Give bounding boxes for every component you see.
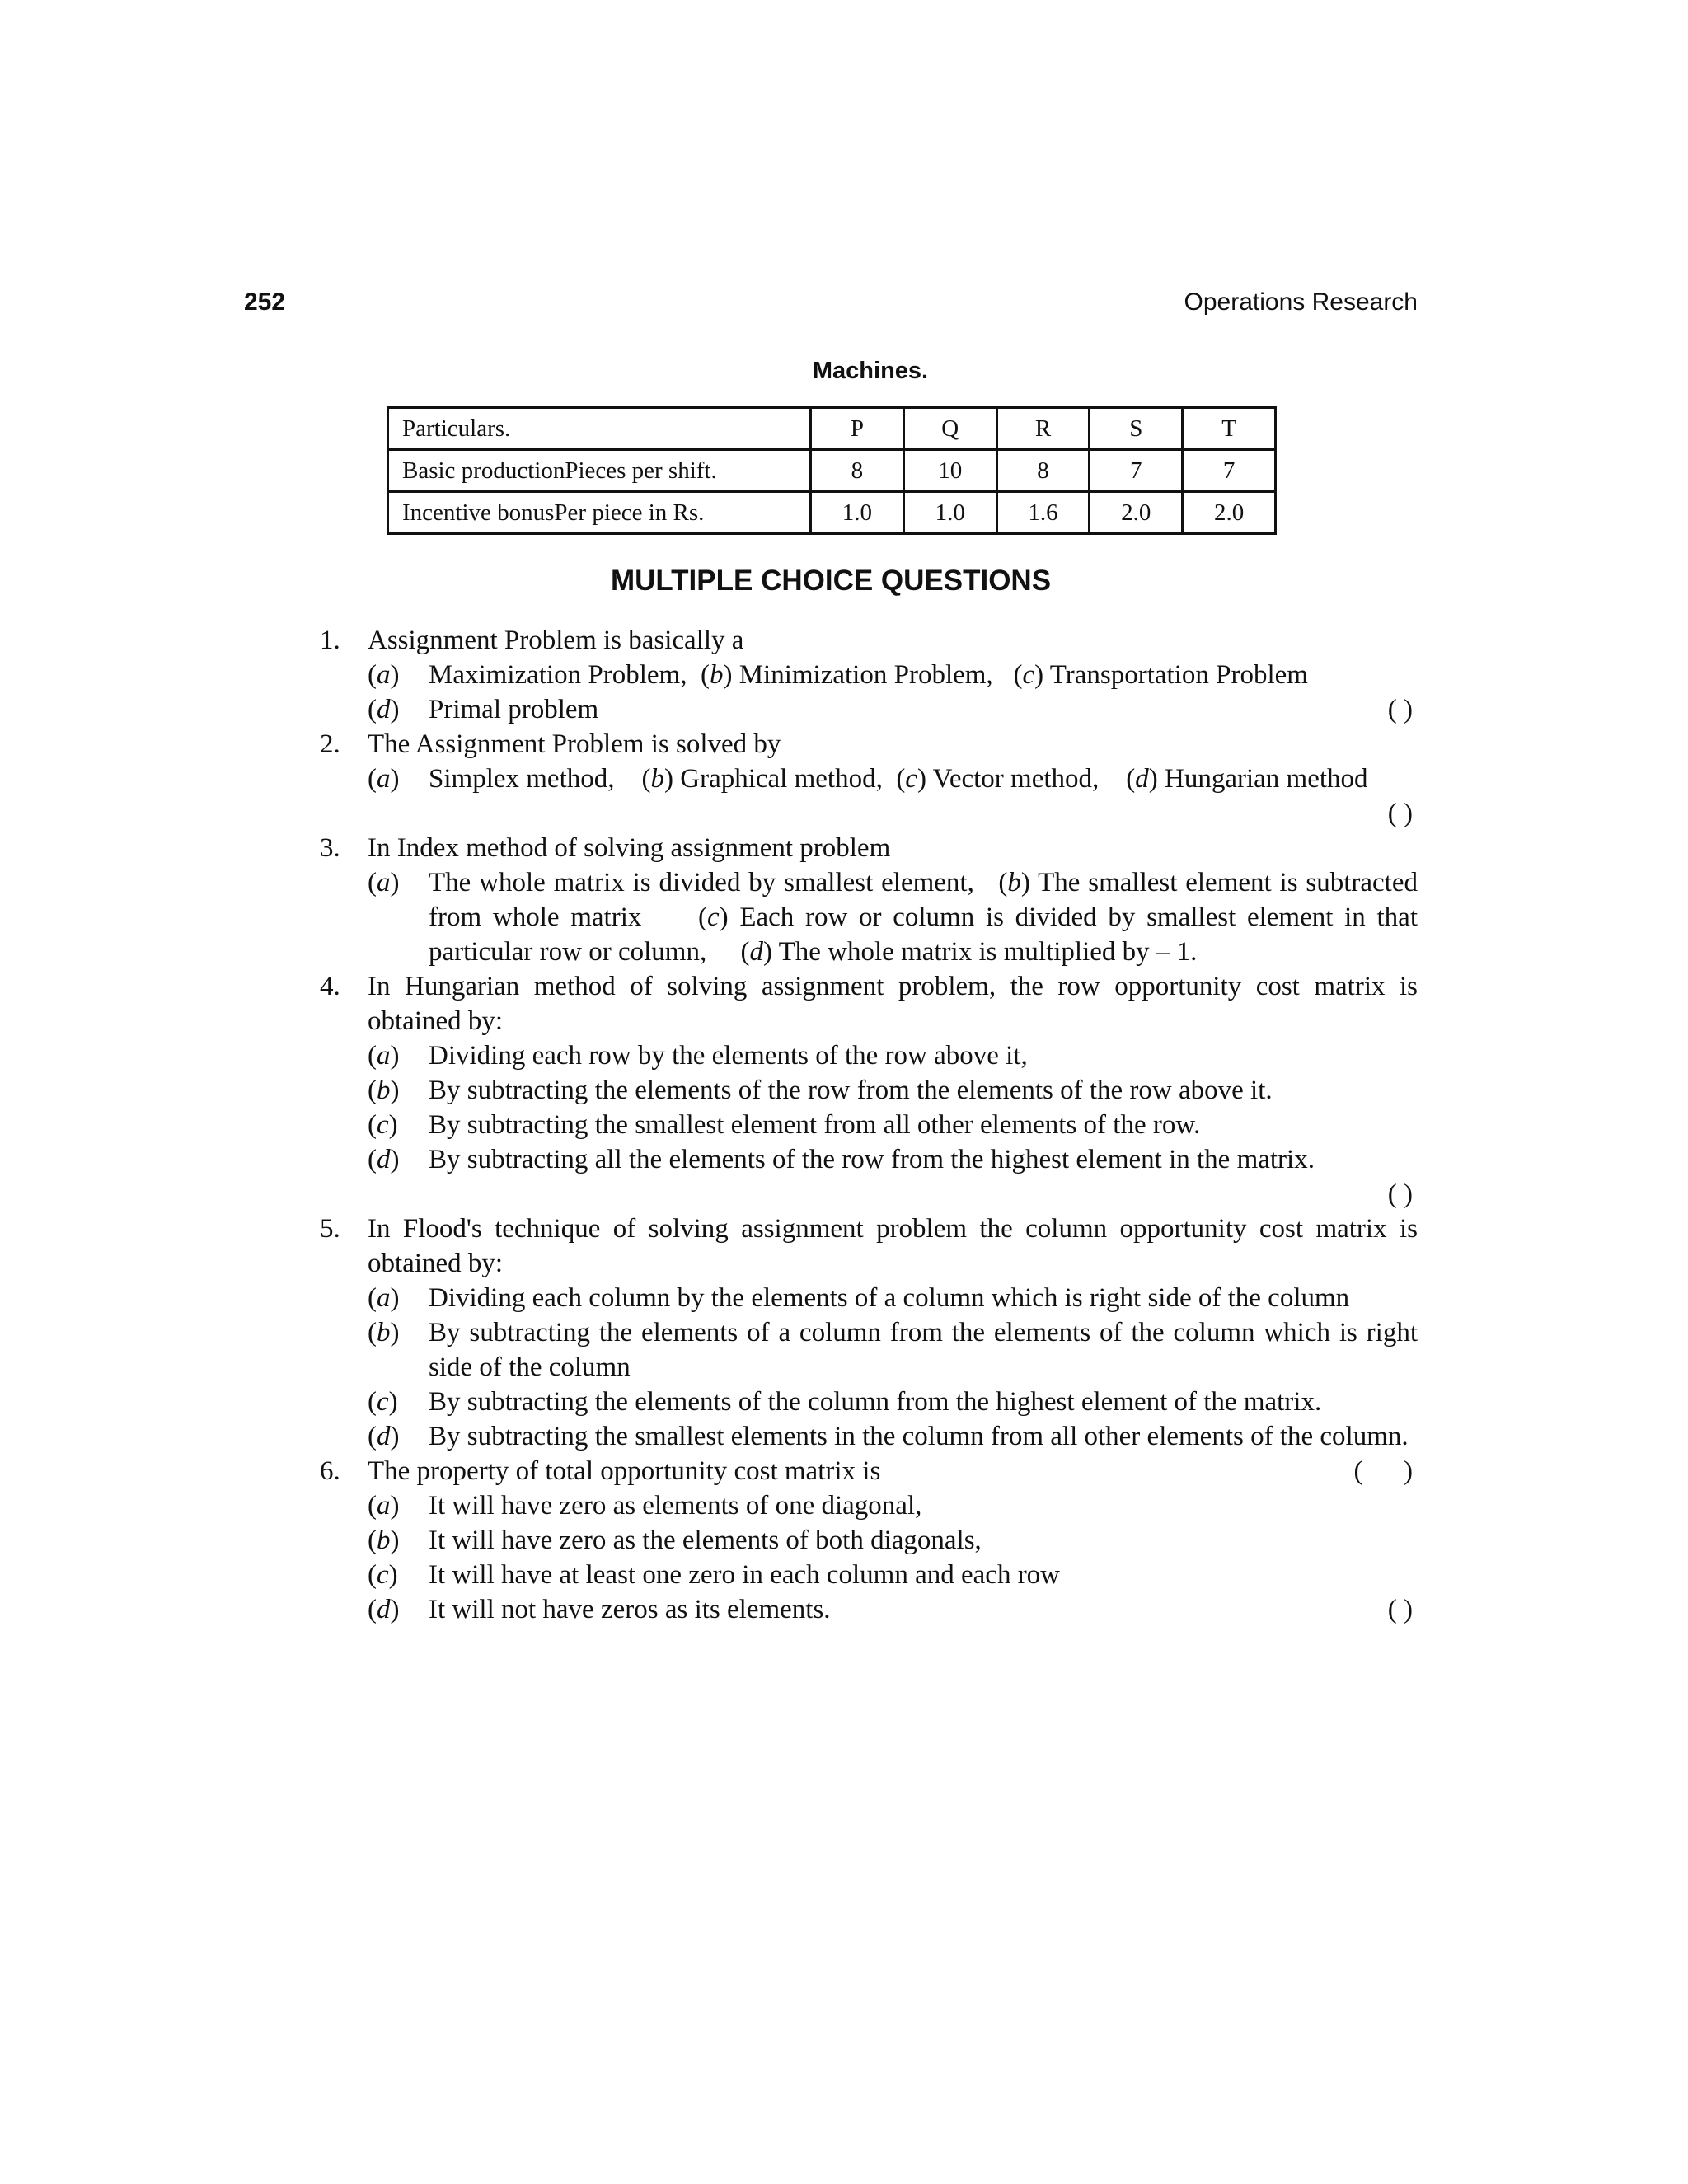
- option-a: Simplex method,: [429, 764, 615, 794]
- option-label: c: [377, 1387, 389, 1417]
- option-c: It will have at least one zero in each column and each row: [429, 1560, 1061, 1590]
- option-label: b: [709, 660, 724, 690]
- table-row: [388, 450, 1276, 492]
- table-cell: 8: [996, 450, 1090, 492]
- option-line: (d) It will not have zeros as its elements. ( ): [313, 1592, 1418, 1627]
- question-number: 4.: [320, 972, 340, 1001]
- option-label: b: [377, 1076, 391, 1105]
- question-5: [313, 1212, 1418, 1281]
- table-caption: Machines.: [812, 358, 929, 384]
- table-cell: Basic productionPieces per shift.: [388, 450, 811, 492]
- option-label: c: [706, 902, 720, 932]
- option-line: (a) Maximization Problem, (b) Minimization Problem, (c) Transportation Problem: [368, 660, 1308, 690]
- option-a: Dividing each column by the elements of a column which is right side of the column: [429, 1283, 1350, 1313]
- option-d: By subtracting all the elements of the row from the highest element in the matrix.: [429, 1145, 1315, 1174]
- option-label: d: [377, 695, 391, 724]
- table-cell: 7: [1090, 450, 1183, 492]
- option-c: By subtracting the elements of the column from the highest element of the matrix.: [429, 1387, 1322, 1417]
- option-b: By subtracting the elements of a column from the elements of the column which is right side of the column: [429, 1318, 1418, 1382]
- option-label: c: [905, 764, 917, 794]
- option-label: c: [377, 1560, 389, 1590]
- option-label: a: [377, 1283, 391, 1313]
- option-b: Minimization Problem,: [738, 660, 993, 690]
- option-label: b: [650, 764, 664, 794]
- table-cell: 2.0: [1183, 492, 1276, 534]
- option-line: (c) It will have at least one zero in each column and each row: [368, 1560, 1061, 1590]
- question-text: In Flood's technique of solving assignment problem the column opportunity cost matrix is obtained by:: [368, 1214, 1418, 1278]
- option-label: a: [377, 764, 391, 794]
- option-line: (a) Dividing each row by the elements of the row above it,: [368, 1041, 1028, 1071]
- table-cell: T: [1183, 408, 1276, 450]
- option-label: d: [377, 1422, 391, 1451]
- table-cell: 1.6: [996, 492, 1090, 534]
- question-text: In Index method of solving assignment problem: [368, 833, 891, 863]
- table-row: [388, 492, 1276, 534]
- option-c: Each row or column is divided by smallest element in that particular row or column,: [429, 902, 1418, 967]
- page-number: 252: [244, 288, 286, 316]
- option-d: By subtracting the smallest elements in the column from all other elements of the column.: [429, 1422, 1409, 1451]
- option-label: c: [1022, 660, 1035, 690]
- running-head: Operations Research: [1184, 288, 1418, 316]
- option-d: Primal problem: [429, 695, 599, 724]
- option-label: d: [377, 1145, 391, 1174]
- question-3: [313, 831, 1418, 865]
- option-label: b: [377, 1526, 391, 1555]
- table-cell: 8: [811, 450, 904, 492]
- option-b: Graphical method,: [680, 764, 883, 794]
- machines-table: [387, 406, 1277, 535]
- option-b: By subtracting the elements of the row from the elements of the row above it.: [429, 1076, 1273, 1105]
- table-cell: 7: [1183, 450, 1276, 492]
- option-label: d: [749, 937, 763, 967]
- question-list: [313, 623, 1418, 1627]
- section-title: MULTIPLE CHOICE QUESTIONS: [610, 565, 1052, 597]
- option-label: a: [377, 1041, 391, 1071]
- option-line: (d) By subtracting the smallest elements in the column from all other elements of the column. ( ): [313, 1419, 1418, 1454]
- option-b: It will have zero as the elements of both diagonals,: [429, 1526, 982, 1555]
- question-text: The property of total opportunity cost matrix is: [368, 1456, 881, 1486]
- option-label: a: [377, 660, 391, 690]
- table-row: [388, 408, 1276, 450]
- option-d: The whole matrix is multiplied by – 1.: [778, 937, 1198, 967]
- option-line: (b) By subtracting the elements of a column from the elements of the column which is right side of the column: [368, 1318, 1418, 1382]
- option-line: (a) Dividing each column by the elements of a column which is right side of the column: [368, 1283, 1350, 1313]
- option-line: (a) The whole matrix is divided by smallest element, (b) The smallest element is subtracted from whole matrix (c) Each row or column is divided by smallest element in that particular row or column, (d) The whole matrix is multiplied by – 1.: [368, 868, 1418, 967]
- option-line: (c) By subtracting the smallest element from all other elements of the row.: [368, 1110, 1201, 1140]
- question-text: The Assignment Problem is solved by: [368, 729, 781, 759]
- table-cell: 10: [903, 450, 996, 492]
- option-line: (d) Primal problem ( ): [313, 692, 1418, 727]
- option-d: It will not have zeros as its elements.: [429, 1595, 831, 1624]
- answer-blank: ( ): [1387, 799, 1413, 828]
- option-line: (d) By subtracting all the elements of the row from the highest element in the matrix.: [368, 1145, 1315, 1174]
- question-number: 2.: [320, 729, 340, 759]
- page-header: [244, 288, 1418, 325]
- question-text: Assignment Problem is basically a: [368, 626, 744, 655]
- option-label: a: [377, 868, 391, 898]
- answer-blank: ( ): [1387, 1595, 1413, 1624]
- table-cell: Incentive bonusPer piece in Rs.: [388, 492, 811, 534]
- option-label: b: [1007, 868, 1021, 898]
- question-number: 6.: [320, 1456, 340, 1486]
- option-a: It will have zero as elements of one diagonal,: [429, 1491, 922, 1521]
- question-1: [313, 623, 1418, 658]
- table-cell: Q: [903, 408, 996, 450]
- option-label: d: [1135, 764, 1149, 794]
- question-number: 5.: [320, 1214, 340, 1244]
- question-4: [313, 969, 1418, 1038]
- answer-blank: ( ): [1353, 1456, 1413, 1486]
- option-line: (a) Simplex method, (b) Graphical method, (c) Vector method, (d) Hungarian method: [368, 764, 1368, 794]
- question-text: In Hungarian method of solving assignment problem, the row opportunity cost matrix is obtained by:: [368, 972, 1418, 1036]
- table-cell: Particulars.: [388, 408, 811, 450]
- option-label: d: [377, 1595, 391, 1624]
- question-number: 3.: [320, 833, 340, 863]
- option-b: The smallest element is subtracted from whole matrix: [429, 868, 1418, 932]
- option-line: (a) It will have zero as elements of one diagonal,: [368, 1491, 922, 1521]
- option-line: (c) By subtracting the elements of the column from the highest element of the matrix.: [368, 1387, 1322, 1417]
- table-cell: P: [811, 408, 904, 450]
- option-c: By subtracting the smallest element from all other elements of the row.: [429, 1110, 1201, 1140]
- option-label: b: [377, 1318, 391, 1347]
- answer-blank: ( ): [1387, 1179, 1413, 1209]
- question-2: [313, 727, 1418, 762]
- option-label: a: [377, 1491, 391, 1521]
- option-label: c: [377, 1110, 389, 1140]
- table-cell: S: [1090, 408, 1183, 450]
- question-6: [313, 1454, 1418, 1488]
- option-c: Vector method,: [932, 764, 1100, 794]
- option-d: Hungarian method: [1165, 764, 1368, 794]
- table-cell: 2.0: [1090, 492, 1183, 534]
- option-line: (b) By subtracting the elements of the row from the elements of the row above it.: [368, 1076, 1273, 1105]
- answer-blank: ( ): [1387, 695, 1413, 724]
- option-a: Dividing each row by the elements of the row above it,: [429, 1041, 1028, 1071]
- table-cell: 1.0: [903, 492, 996, 534]
- table-cell: R: [996, 408, 1090, 450]
- option-line: (b) It will have zero as the elements of both diagonals,: [368, 1526, 982, 1555]
- question-number: 1.: [320, 626, 340, 655]
- table-cell: 1.0: [811, 492, 904, 534]
- option-c: Transportation Problem: [1049, 660, 1308, 690]
- option-a: The whole matrix is divided by smallest element,: [429, 868, 974, 898]
- option-a: Maximization Problem,: [429, 660, 687, 690]
